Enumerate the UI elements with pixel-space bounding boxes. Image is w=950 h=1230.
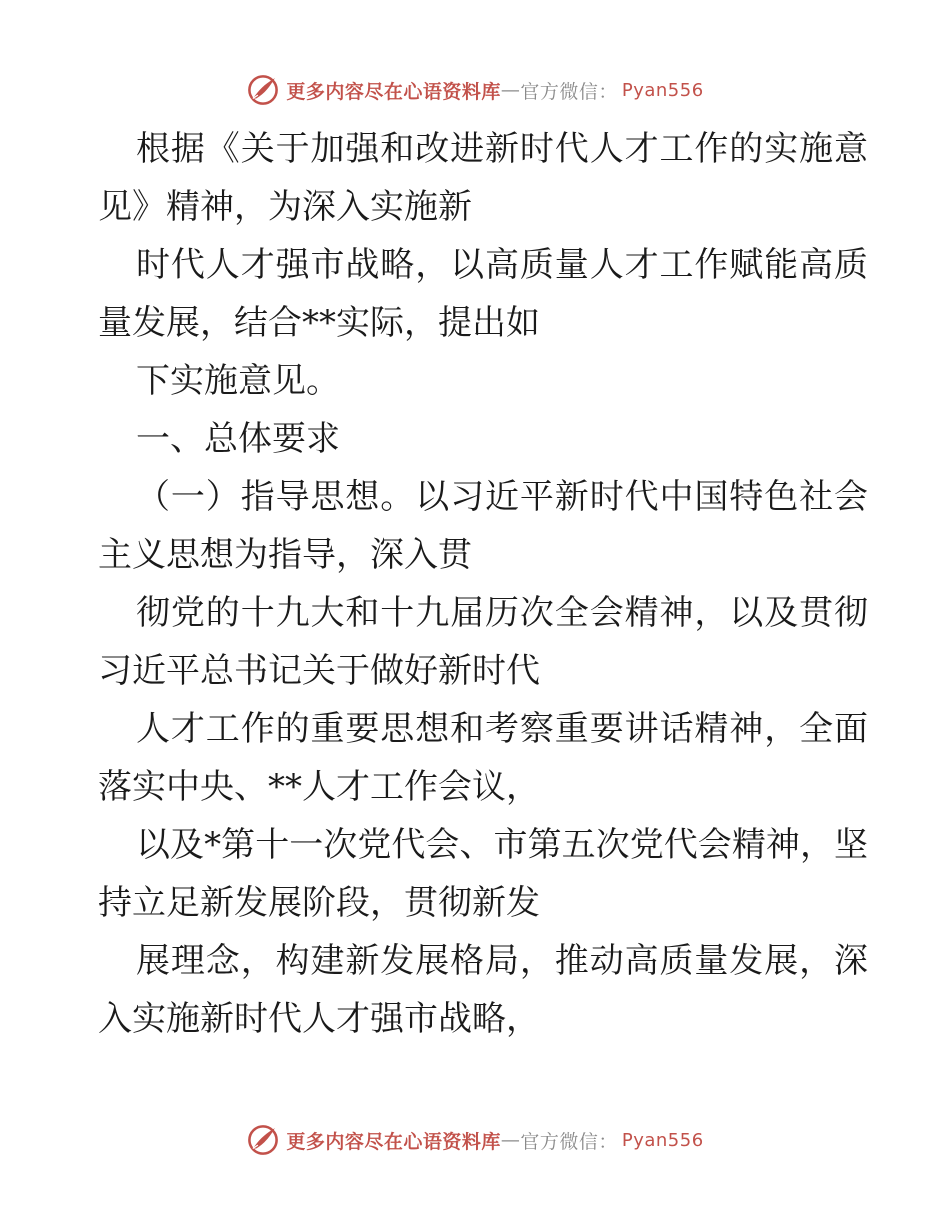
banner-wechat-label: 官方微信： <box>520 80 618 103</box>
paragraph: 下实施意见。 <box>136 361 340 401</box>
paragraph: 展理念，构建新发展格局，推动高质量发展，深入实施新时代人才强市战略， <box>98 941 868 1039</box>
paragraph: 以及*第十一次党代会、市第五次党代会精神，坚持立足新发展阶段，贯彻新发 <box>98 825 868 923</box>
quill-logo-icon <box>246 73 280 107</box>
banner-separator: — <box>500 1129 521 1151</box>
banner-separator: — <box>500 79 521 101</box>
paragraph: （一）指导思想。以习近平新时代中国特色社会主义思想为指导，深入贯 <box>98 477 868 575</box>
banner-site-name: 更多内容尽在心语资料库 <box>286 1130 501 1153</box>
paragraph: 彻党的十九大和十九届历次全会精神，以及贯彻习近平总书记关于做好新时代 <box>98 593 868 691</box>
quill-logo-icon <box>246 1123 280 1157</box>
header-banner <box>0 70 950 110</box>
banner-wechat-label: 官方微信： <box>520 1130 618 1153</box>
banner-wechat-id: Pyan556 <box>621 1129 704 1151</box>
banner-wechat-id: Pyan556 <box>621 79 704 101</box>
footer-banner <box>0 1120 950 1160</box>
banner-site-name: 更多内容尽在心语资料库 <box>286 80 501 103</box>
document-body <box>98 120 868 1048</box>
section-heading: 一、总体要求 <box>136 419 340 459</box>
paragraph: 根据《关于加强和改进新时代人才工作的实施意见》精神，为深入实施新 <box>98 129 868 227</box>
paragraph: 时代人才强市战略，以高质量人才工作赋能高质量发展，结合**实际，提出如 <box>98 245 868 343</box>
paragraph: 人才工作的重要思想和考察重要讲话精神，全面落实中央、**人才工作会议， <box>98 709 868 807</box>
